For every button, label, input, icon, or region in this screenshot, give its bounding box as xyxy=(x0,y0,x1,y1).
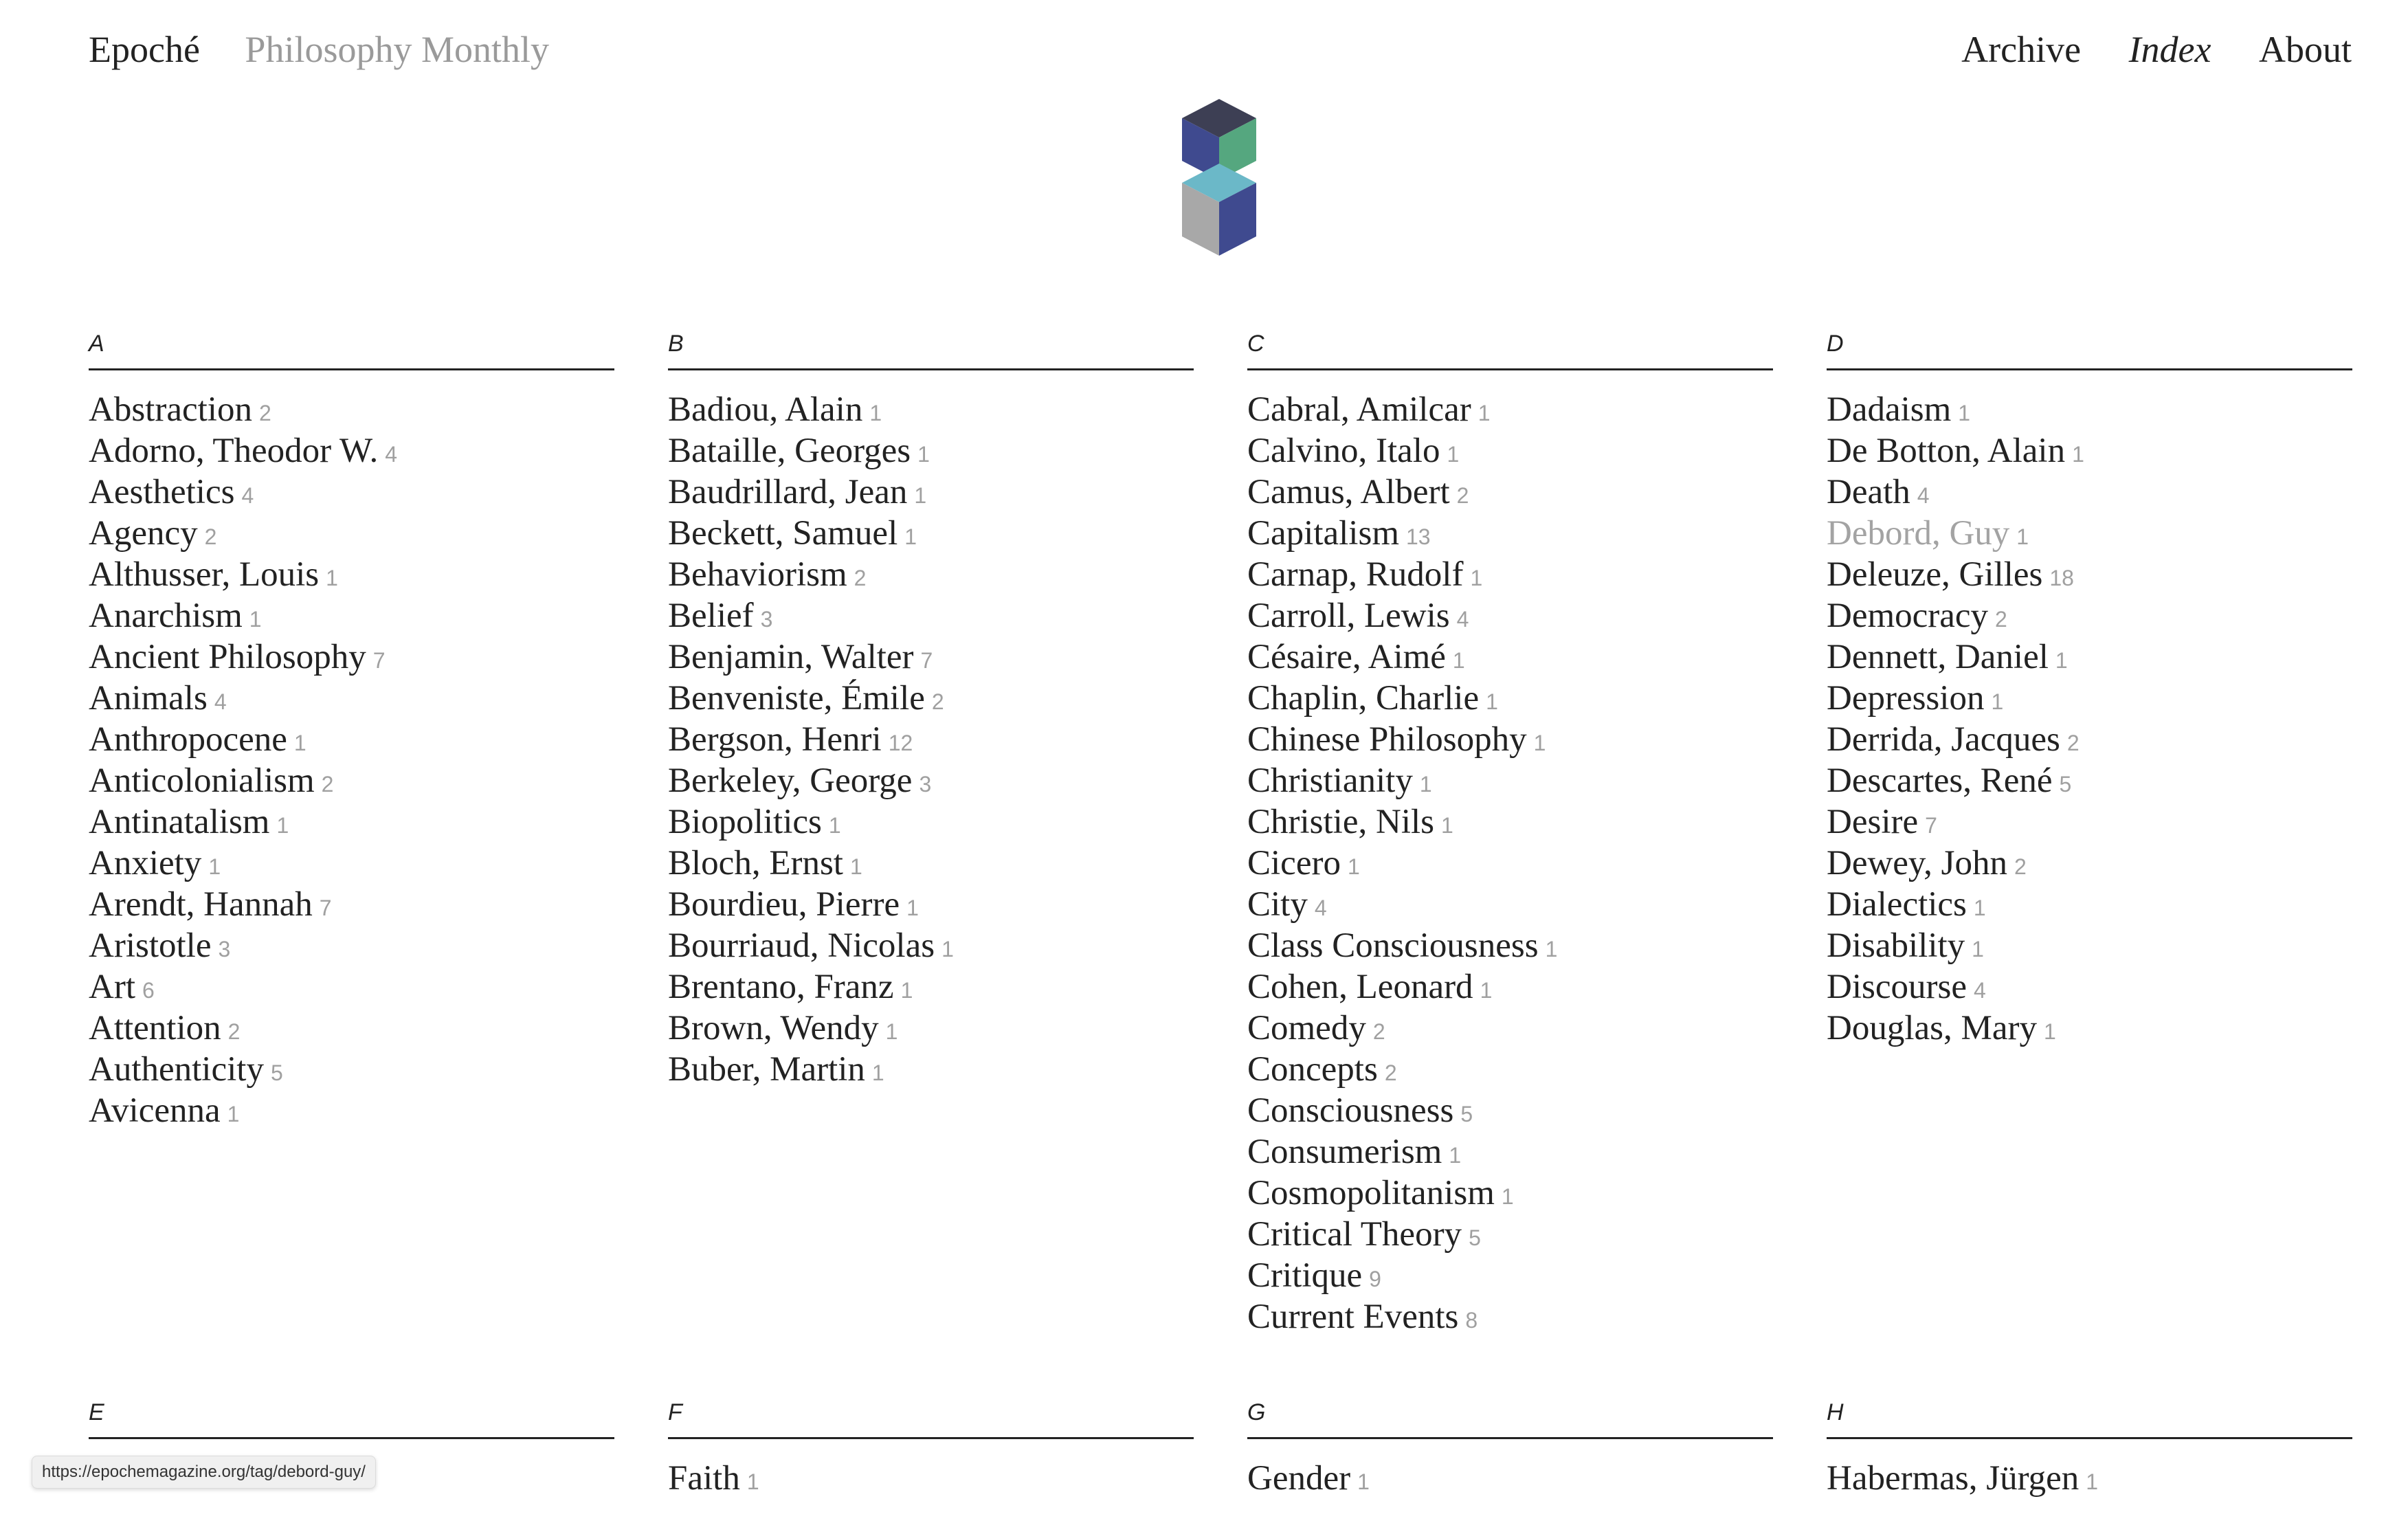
index-term xyxy=(1827,389,2352,430)
index-term xyxy=(1247,1008,1773,1049)
index-term xyxy=(89,843,614,884)
term-list-f xyxy=(668,1458,1194,1499)
index-term-count: 7 xyxy=(319,896,332,920)
index-term-count: 1 xyxy=(1533,731,1546,755)
index-term xyxy=(1247,1131,1773,1172)
index-term xyxy=(668,1458,1194,1499)
index-term-link[interactable]: Césaire, Aimé xyxy=(1247,638,1446,676)
index-term-count: 3 xyxy=(760,607,773,632)
index-term-link[interactable]: Christianity xyxy=(1247,762,1413,800)
index-term-count: 7 xyxy=(920,648,933,673)
index-term-link[interactable]: Douglas, Mary xyxy=(1827,1009,2037,1047)
index-term-count: 1 xyxy=(871,1060,884,1085)
index-term-count: 1 xyxy=(1478,401,1491,425)
index-term-count: 2 xyxy=(227,1019,241,1044)
index-term-link[interactable]: Brown, Wendy xyxy=(668,1009,879,1047)
index-term-count: 1 xyxy=(1972,937,1984,961)
letter-heading-b: B xyxy=(668,330,1194,370)
index-term-count: 1 xyxy=(227,1102,240,1126)
index-term-count: 1 xyxy=(885,1019,898,1044)
index-term-link[interactable]: Capitalism xyxy=(1247,514,1399,553)
index-term-count: 1 xyxy=(2016,524,2029,549)
index-column-b xyxy=(668,330,1194,1090)
index-term-link[interactable]: Authenticity xyxy=(89,1050,264,1089)
index-term-count: 1 xyxy=(828,813,841,838)
index-term-count: 4 xyxy=(1917,483,1930,508)
index-term xyxy=(1247,760,1773,801)
index-term xyxy=(668,801,1194,843)
index-term xyxy=(668,430,1194,471)
index-term xyxy=(1247,1296,1773,1337)
term-list-b xyxy=(668,389,1194,1090)
index-term xyxy=(89,636,614,678)
index-term-link[interactable]: Behaviorism xyxy=(668,555,847,594)
index-term-count: 2 xyxy=(1456,483,1469,508)
index-term-count: 1 xyxy=(1958,401,1971,425)
index-term xyxy=(668,884,1194,925)
index-term-count: 5 xyxy=(2059,772,2072,797)
index-term-link[interactable]: Consumerism xyxy=(1247,1133,1442,1171)
index-term-count: 1 xyxy=(2086,1469,2099,1494)
index-term-link[interactable]: Anxiety xyxy=(89,844,202,882)
index-term xyxy=(1247,801,1773,843)
index-term-link[interactable]: Antinatalism xyxy=(89,803,270,841)
index-term-link[interactable]: Agency xyxy=(89,514,198,553)
index-term-link[interactable]: City xyxy=(1247,885,1308,924)
index-term xyxy=(668,966,1194,1008)
index-term-count: 3 xyxy=(218,937,231,961)
index-term xyxy=(1827,471,2352,513)
index-term-count: 2 xyxy=(2066,731,2080,755)
index-term-count: 1 xyxy=(2043,1019,2056,1044)
index-term-link[interactable]: Christie, Nils xyxy=(1247,803,1435,841)
index-term xyxy=(1827,1458,2352,1499)
index-term-count: 5 xyxy=(1469,1225,1481,1250)
index-term-count: 2 xyxy=(2014,854,2027,879)
letter-heading-c: C xyxy=(1247,330,1773,370)
nav-index[interactable]: Index xyxy=(2128,29,2211,70)
index-term xyxy=(668,1008,1194,1049)
index-column-a xyxy=(89,330,614,1131)
index-term-count: 1 xyxy=(326,566,338,590)
index-term-link[interactable]: Carroll, Lewis xyxy=(1247,597,1450,635)
term-list-a xyxy=(89,389,614,1131)
index-term xyxy=(89,884,614,925)
index-term-count: 2 xyxy=(258,401,271,425)
index-term xyxy=(1247,389,1773,430)
index-term-link[interactable]: Bataille, Georges xyxy=(668,432,911,470)
index-term-count: 1 xyxy=(1452,648,1465,673)
index-term-link[interactable]: Consciousness xyxy=(1247,1091,1454,1130)
index-term-link[interactable]: Cabral, Amilcar xyxy=(1247,390,1471,429)
index-term-link[interactable]: Desire xyxy=(1827,803,1919,841)
index-term xyxy=(1247,884,1773,925)
index-term-count: 1 xyxy=(849,854,862,879)
index-term-count: 2 xyxy=(321,772,334,797)
index-term-link[interactable]: Anticolonialism xyxy=(89,762,315,800)
index-column-g xyxy=(1247,1399,1773,1499)
letter-heading-f: F xyxy=(668,1399,1194,1439)
index-term xyxy=(1247,1255,1773,1296)
index-term-count: 6 xyxy=(142,978,155,1003)
index-term xyxy=(1827,430,2352,471)
index-term-link[interactable]: Discourse xyxy=(1827,968,1967,1006)
index-term-count: 2 xyxy=(931,689,944,714)
index-term xyxy=(1247,636,1773,678)
index-term-link[interactable]: Benveniste, Émile xyxy=(668,679,925,718)
index-term-link[interactable]: Dadaism xyxy=(1827,390,1952,429)
index-term-link[interactable]: Bourriaud, Nicolas xyxy=(668,926,935,965)
letter-heading-e: E xyxy=(89,1399,614,1439)
index-term-link[interactable]: Carnap, Rudolf xyxy=(1247,555,1464,594)
index-term-count: 1 xyxy=(2072,442,2084,467)
index-term-count: 4 xyxy=(1314,896,1327,920)
term-list-d xyxy=(1827,389,2352,1049)
index-term-count: 1 xyxy=(1470,566,1483,590)
index-term xyxy=(89,801,614,843)
index-term xyxy=(1247,513,1773,554)
index-term xyxy=(89,719,614,760)
index-term-link[interactable]: Dialectics xyxy=(1827,885,1967,924)
index-term-count: 1 xyxy=(1447,442,1460,467)
index-term xyxy=(89,1090,614,1131)
index-term-link[interactable]: Bourdieu, Pierre xyxy=(668,885,900,924)
index-term xyxy=(89,430,614,471)
index-term-count: 1 xyxy=(1441,813,1453,838)
index-term-count: 1 xyxy=(1347,854,1360,879)
index-term-count: 1 xyxy=(1486,689,1498,714)
index-term xyxy=(1247,430,1773,471)
index-term xyxy=(89,471,614,513)
index-term xyxy=(89,760,614,801)
index-column-d xyxy=(1827,330,2352,1049)
index-term-link[interactable]: Aesthetics xyxy=(89,473,235,511)
index-term-link[interactable]: Calvino, Italo xyxy=(1247,432,1440,470)
index-term xyxy=(668,719,1194,760)
index-term-link[interactable]: Gender xyxy=(1247,1459,1351,1498)
index-term xyxy=(89,678,614,719)
index-term-count: 1 xyxy=(869,401,882,425)
nav-archive[interactable]: Archive xyxy=(1961,29,2082,70)
index-term xyxy=(1247,925,1773,966)
index-term-count: 9 xyxy=(1369,1267,1381,1291)
index-term xyxy=(668,760,1194,801)
index-term xyxy=(1827,1008,2352,1049)
index-term-link[interactable]: Disability xyxy=(1827,926,1965,965)
index-term xyxy=(1827,595,2352,636)
index-term xyxy=(1247,554,1773,595)
index-term-count: 2 xyxy=(1384,1060,1397,1085)
index-column-f xyxy=(668,1399,1194,1499)
index-term-link[interactable]: Death xyxy=(1827,473,1910,511)
index-term-count: 1 xyxy=(906,896,919,920)
index-term-link[interactable]: Anarchism xyxy=(89,597,243,635)
index-term-link[interactable]: Art xyxy=(89,968,135,1006)
index-term-link[interactable]: Berkeley, George xyxy=(668,762,913,800)
index-term xyxy=(1827,801,2352,843)
stacked-cubes-logo[interactable] xyxy=(1177,96,1262,258)
index-term-link[interactable]: Bergson, Henri xyxy=(668,720,882,759)
index-term-count: 1 xyxy=(1419,772,1432,797)
index-term xyxy=(1247,1458,1773,1499)
index-term xyxy=(1827,884,2352,925)
index-term-link[interactable]: Critical Theory xyxy=(1247,1215,1462,1254)
index-term-link[interactable]: Cosmopolitanism xyxy=(1247,1174,1495,1212)
index-term xyxy=(668,554,1194,595)
index-term-link[interactable]: De Botton, Alain xyxy=(1827,432,2066,470)
index-term-count: 4 xyxy=(214,689,227,714)
index-column-e xyxy=(89,1399,614,1458)
letter-heading-g: G xyxy=(1247,1399,1773,1439)
link-preview-status-bar: https://epochemagazine.org/tag/debord-guy/ xyxy=(32,1456,376,1489)
index-term xyxy=(1247,678,1773,719)
index-term-link[interactable]: Democracy xyxy=(1827,597,1989,635)
letter-heading-h: H xyxy=(1827,1399,2352,1439)
index-term-count: 1 xyxy=(293,731,306,755)
index-term xyxy=(668,843,1194,884)
index-term-link[interactable]: Cicero xyxy=(1247,844,1341,882)
index-term-link[interactable]: Animals xyxy=(89,679,208,718)
index-term-link[interactable]: Descartes, René xyxy=(1827,762,2053,800)
index-term xyxy=(89,389,614,430)
index-column-h xyxy=(1827,1399,2352,1499)
index-term-count: 8 xyxy=(1465,1308,1478,1333)
index-term-count: 4 xyxy=(1973,978,1986,1003)
index-term-count: 3 xyxy=(919,772,932,797)
letter-heading-a: A xyxy=(89,330,614,370)
index-term xyxy=(1247,595,1773,636)
index-term xyxy=(89,595,614,636)
index-term-count: 7 xyxy=(1925,813,1937,838)
index-term-count: 4 xyxy=(1456,607,1469,632)
index-term-link[interactable]: Anthropocene xyxy=(89,720,287,759)
index-term xyxy=(1247,1049,1773,1090)
index-term-link[interactable]: Debord, Guy xyxy=(1827,514,2010,553)
index-term xyxy=(89,513,614,554)
index-term xyxy=(668,678,1194,719)
index-term-link[interactable]: Badiou, Alain xyxy=(668,390,863,429)
index-term-count: 1 xyxy=(249,607,262,632)
index-term xyxy=(1247,1214,1773,1255)
term-list-g xyxy=(1247,1458,1773,1499)
index-term xyxy=(668,513,1194,554)
letter-heading-d: D xyxy=(1827,330,2352,370)
index-term-count: 1 xyxy=(1357,1469,1370,1494)
index-term-count: 1 xyxy=(2055,648,2068,673)
index-term xyxy=(1827,554,2352,595)
index-term-link[interactable]: Brentano, Franz xyxy=(668,968,894,1006)
index-term xyxy=(1827,513,2352,554)
index-term-count: 1 xyxy=(1973,896,1986,920)
index-term xyxy=(89,554,614,595)
index-term-count: 7 xyxy=(372,648,386,673)
brand xyxy=(89,25,549,74)
index-term-count: 2 xyxy=(204,524,217,549)
index-term-link[interactable]: Baudrillard, Jean xyxy=(668,473,908,511)
index-term-count: 1 xyxy=(208,854,221,879)
site-header xyxy=(0,0,2408,96)
index-term xyxy=(668,389,1194,430)
nav-about[interactable]: About xyxy=(2259,29,2352,70)
index-term-link[interactable]: Depression xyxy=(1827,679,1985,718)
term-list-c xyxy=(1247,389,1773,1337)
index-term-link[interactable]: Buber, Martin xyxy=(668,1050,865,1089)
index-term-count: 2 xyxy=(854,566,867,590)
index-term-link[interactable]: Arendt, Hannah xyxy=(89,885,313,924)
index-column-c xyxy=(1247,330,1773,1337)
index-term-link[interactable]: Ancient Philosophy xyxy=(89,638,366,676)
index-term-link[interactable]: Chaplin, Charlie xyxy=(1247,679,1480,718)
index-term-link[interactable]: Abstraction xyxy=(89,390,252,429)
index-term-link[interactable]: Bloch, Ernst xyxy=(668,844,843,882)
index-term-count: 4 xyxy=(385,442,397,467)
index-term-count: 1 xyxy=(1501,1184,1514,1209)
index-term-link[interactable]: Dennett, Daniel xyxy=(1827,638,2049,676)
index-term-count: 13 xyxy=(1405,524,1431,549)
index-term-link[interactable]: Chinese Philosophy xyxy=(1247,720,1527,759)
index-term-link[interactable]: Current Events xyxy=(1247,1298,1459,1336)
index-term xyxy=(1247,1090,1773,1131)
index-term xyxy=(1247,843,1773,884)
index-term-count: 1 xyxy=(746,1469,759,1494)
index-term-link[interactable]: Cohen, Leonard xyxy=(1247,968,1473,1006)
index-term-count: 1 xyxy=(904,524,917,549)
index-term-count: 4 xyxy=(241,483,254,508)
index-term-link[interactable]: Benjamin, Walter xyxy=(668,638,914,676)
index-term-link[interactable]: Belief xyxy=(668,597,754,635)
index-term xyxy=(1827,719,2352,760)
index-term-count: 1 xyxy=(900,978,913,1003)
index-term-count: 1 xyxy=(1449,1143,1462,1168)
index-term-count: 2 xyxy=(1372,1019,1385,1044)
index-term xyxy=(1247,966,1773,1008)
index-term-link[interactable]: Attention xyxy=(89,1009,221,1047)
index-term-link[interactable]: Aristotle xyxy=(89,926,212,965)
index-term-link[interactable]: Class Consciousness xyxy=(1247,926,1539,965)
index-term xyxy=(668,471,1194,513)
index-term-link[interactable]: Camus, Albert xyxy=(1247,473,1450,511)
index-term xyxy=(89,925,614,966)
index-term xyxy=(1247,1172,1773,1214)
index-term-count: 1 xyxy=(917,442,930,467)
term-list-h xyxy=(1827,1458,2352,1499)
index-term-count: 5 xyxy=(270,1060,283,1085)
index-term-link[interactable]: Beckett, Samuel xyxy=(668,514,898,553)
index-term-count: 1 xyxy=(1480,978,1493,1003)
index-term-count: 1 xyxy=(914,483,927,508)
index-term xyxy=(89,1008,614,1049)
main-nav xyxy=(1923,25,2352,74)
index-term-link[interactable]: Avicenna xyxy=(89,1091,221,1130)
index-term-link[interactable]: Comedy xyxy=(1247,1009,1366,1047)
index-term xyxy=(1827,636,2352,678)
index-term xyxy=(1247,471,1773,513)
index-term-count: 1 xyxy=(941,937,954,961)
index-term-count: 2 xyxy=(1995,607,2007,632)
index-term xyxy=(1827,966,2352,1008)
index-term xyxy=(89,966,614,1008)
index-term-link[interactable]: Adorno, Theodor W. xyxy=(89,432,379,470)
index-term-link[interactable]: Dewey, John xyxy=(1827,844,2007,882)
index-term-link[interactable]: Critique xyxy=(1247,1256,1363,1295)
index-term xyxy=(1827,760,2352,801)
index-term-link[interactable]: Habermas, Jürgen xyxy=(1827,1459,2080,1498)
index-term xyxy=(668,636,1194,678)
index-term-link[interactable]: Deleuze, Gilles xyxy=(1827,555,2043,594)
index-term xyxy=(668,595,1194,636)
index-term-link[interactable]: Faith xyxy=(668,1459,740,1498)
index-term-link[interactable]: Althusser, Louis xyxy=(89,555,320,594)
index-term-link[interactable]: Biopolitics xyxy=(668,803,822,841)
index-term xyxy=(668,925,1194,966)
site-name-link[interactable]: Epoché xyxy=(89,29,200,70)
index-term-count: 18 xyxy=(2049,566,2074,590)
index-term xyxy=(1827,925,2352,966)
index-term-link[interactable]: Derrida, Jacques xyxy=(1827,720,2060,759)
index-term-count: 1 xyxy=(1991,689,2004,714)
index-term xyxy=(1827,678,2352,719)
index-term-count: 1 xyxy=(276,813,289,838)
site-subtitle-link[interactable]: Philosophy Monthly xyxy=(245,29,549,70)
index-term xyxy=(89,1049,614,1090)
index-term-count: 12 xyxy=(888,731,913,755)
index-term xyxy=(668,1049,1194,1090)
index-term-link[interactable]: Concepts xyxy=(1247,1050,1378,1089)
index-term-count: 1 xyxy=(1545,937,1558,961)
index-term-count: 5 xyxy=(1460,1102,1473,1126)
index-term xyxy=(1247,719,1773,760)
index-term xyxy=(1827,843,2352,884)
